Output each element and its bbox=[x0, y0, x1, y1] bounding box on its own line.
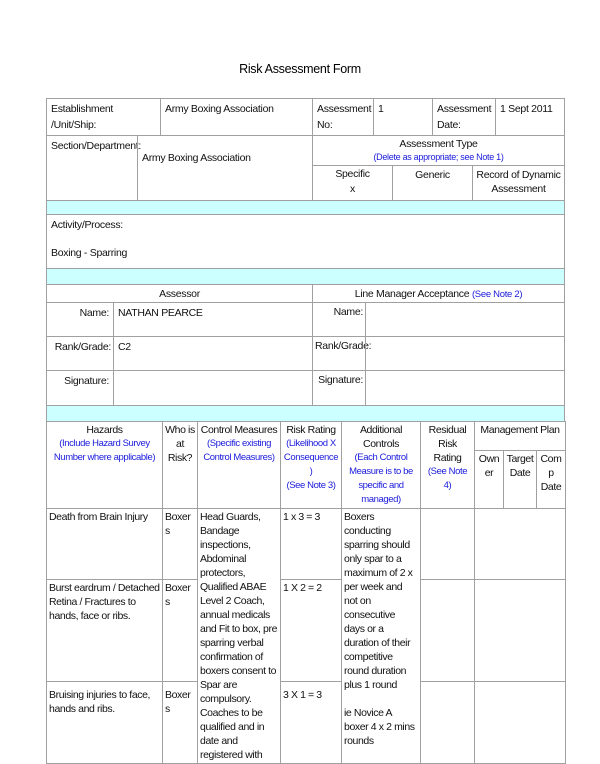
risk-cell[interactable]: 3 X 1 = 3 bbox=[281, 682, 342, 764]
lm-signature-value[interactable] bbox=[365, 370, 565, 406]
lm-name-label: Name: bbox=[312, 302, 366, 337]
name-value[interactable]: NATHAN PEARCE bbox=[113, 302, 313, 337]
hazard-cell[interactable]: Death from Brain Injury bbox=[47, 509, 163, 580]
assessment-no-label: Assessment No: bbox=[312, 98, 374, 136]
risk-cell[interactable]: 1 x 3 = 3 bbox=[281, 509, 342, 580]
who-cell[interactable]: Boxers bbox=[163, 682, 198, 764]
activity-label: Activity/Process: bbox=[51, 219, 123, 231]
type-specific-label: Specific bbox=[335, 168, 370, 180]
lm-signature-label: Signature: bbox=[312, 370, 366, 406]
additional-controls-example: ie Novice A boxer 4 x 2 mins rounds bbox=[344, 707, 415, 747]
additional-note: (Each Control Measure is to be specific and managed) bbox=[349, 452, 413, 505]
additional-header bbox=[342, 422, 421, 509]
owner-header: Owner bbox=[475, 451, 504, 509]
assessment-type-label: Assessment Type bbox=[399, 138, 478, 150]
risk-note: (Likelihood X Consequence) bbox=[283, 438, 339, 477]
table-row bbox=[47, 682, 566, 764]
risk-note-2: (See Note 3) bbox=[286, 480, 336, 491]
residual-label: Residual Risk Rating bbox=[428, 424, 467, 464]
type-specific-cell[interactable] bbox=[312, 165, 393, 201]
assessor-header: Assessor bbox=[46, 284, 313, 303]
assessment-no-value[interactable]: 1 bbox=[373, 98, 433, 136]
assessment-type-header bbox=[312, 135, 565, 166]
type-dynamic-cell[interactable]: Record of Dynamic Assessment bbox=[472, 165, 565, 201]
hazard-cell[interactable]: Burst eardrum / Detached Retina / Fractures to hands, face or ribs. bbox=[47, 579, 163, 681]
type-generic-cell[interactable]: Generic bbox=[392, 165, 473, 201]
control-note: (Specific existing Control Measures) bbox=[203, 438, 275, 463]
activity-value: Boxing - Sparring bbox=[51, 247, 128, 259]
who-header: Who is at Risk? bbox=[163, 422, 198, 509]
line-manager-header bbox=[312, 284, 565, 303]
target-header: Target Date bbox=[504, 451, 537, 509]
residual-cell[interactable] bbox=[421, 509, 475, 580]
signature-value[interactable] bbox=[113, 370, 313, 406]
additional-controls-text: Boxers conducting sparring should only spar to a maximum of 2 x per week and not on consecutive days or a duration of their competitive round duration plus 1 round bbox=[344, 511, 413, 691]
assessment-date-label: Assessment Date: bbox=[432, 98, 496, 136]
signature-label: Signature: bbox=[46, 370, 114, 406]
section-label: Section/Department: bbox=[46, 135, 138, 201]
line-manager-note: (See Note 2) bbox=[471, 289, 523, 300]
hazards-note: (Include Hazard Survey Number where applicable) bbox=[53, 438, 156, 463]
establishment-value[interactable]: Army Boxing Association bbox=[160, 98, 313, 136]
risk-cell[interactable]: 1 X 2 = 2 bbox=[281, 579, 342, 681]
who-cell[interactable]: Boxers bbox=[163, 579, 198, 681]
assessment-date-value[interactable]: 1 Sept 2011 bbox=[495, 98, 565, 136]
separator-band bbox=[46, 405, 565, 422]
residual-cell[interactable] bbox=[421, 682, 475, 764]
lm-name-value[interactable] bbox=[365, 302, 565, 337]
hazards-label: Hazards bbox=[86, 424, 123, 436]
name-label: Name: bbox=[46, 302, 114, 337]
separator-band bbox=[46, 200, 565, 215]
assessment-type-note: (Delete as appropriate; see Note 1) bbox=[373, 152, 504, 162]
comp-header: Comp Date bbox=[537, 451, 566, 509]
control-measures-cell[interactable]: Head Guards, Bandage inspections, Abdominal protectors, Qualified ABAE Level 2 Coach, annual medicals and Fit to box, pre sparring verbal confirmation of boxers consent to Spar are compulsory. Coaches to be qualified and in date and registered with bbox=[198, 509, 281, 764]
lm-rank-value[interactable] bbox=[365, 336, 565, 371]
who-cell[interactable]: Boxers bbox=[163, 509, 198, 580]
hazard-cell[interactable]: Bruising injuries to face, hands and ribs. bbox=[47, 682, 163, 764]
plan-header: Management Plan bbox=[475, 422, 566, 451]
risk-label: Risk Rating bbox=[286, 424, 336, 436]
table-row bbox=[47, 579, 566, 681]
establishment-label: Establishment /Unit/Ship: bbox=[46, 98, 161, 136]
rank-label: Rank/Grade: bbox=[46, 336, 114, 371]
plan-cell[interactable] bbox=[475, 579, 566, 681]
separator-band bbox=[46, 268, 565, 285]
type-specific-mark: x bbox=[350, 183, 355, 195]
residual-note: (See Note 4) bbox=[427, 466, 468, 491]
risk-header bbox=[281, 422, 342, 509]
plan-cell[interactable] bbox=[475, 509, 566, 580]
plan-cell[interactable] bbox=[475, 682, 566, 764]
additional-controls-cell[interactable] bbox=[342, 509, 421, 764]
form-title: Risk Assessment Form bbox=[239, 62, 361, 76]
line-manager-label: Line Manager Acceptance bbox=[354, 288, 470, 300]
additional-label: Additional Controls bbox=[359, 424, 403, 450]
table-row bbox=[47, 509, 566, 580]
activity-cell[interactable] bbox=[46, 214, 565, 269]
control-label: Control Measures bbox=[200, 424, 278, 436]
residual-cell[interactable] bbox=[421, 579, 475, 681]
rank-value[interactable]: C2 bbox=[113, 336, 313, 371]
lm-rank-label: Rank/Grade: bbox=[312, 336, 366, 371]
section-value[interactable]: Army Boxing Association bbox=[137, 135, 313, 201]
hazard-table bbox=[46, 421, 566, 764]
residual-header bbox=[421, 422, 475, 509]
control-header bbox=[198, 422, 281, 509]
hazards-header bbox=[47, 422, 163, 509]
